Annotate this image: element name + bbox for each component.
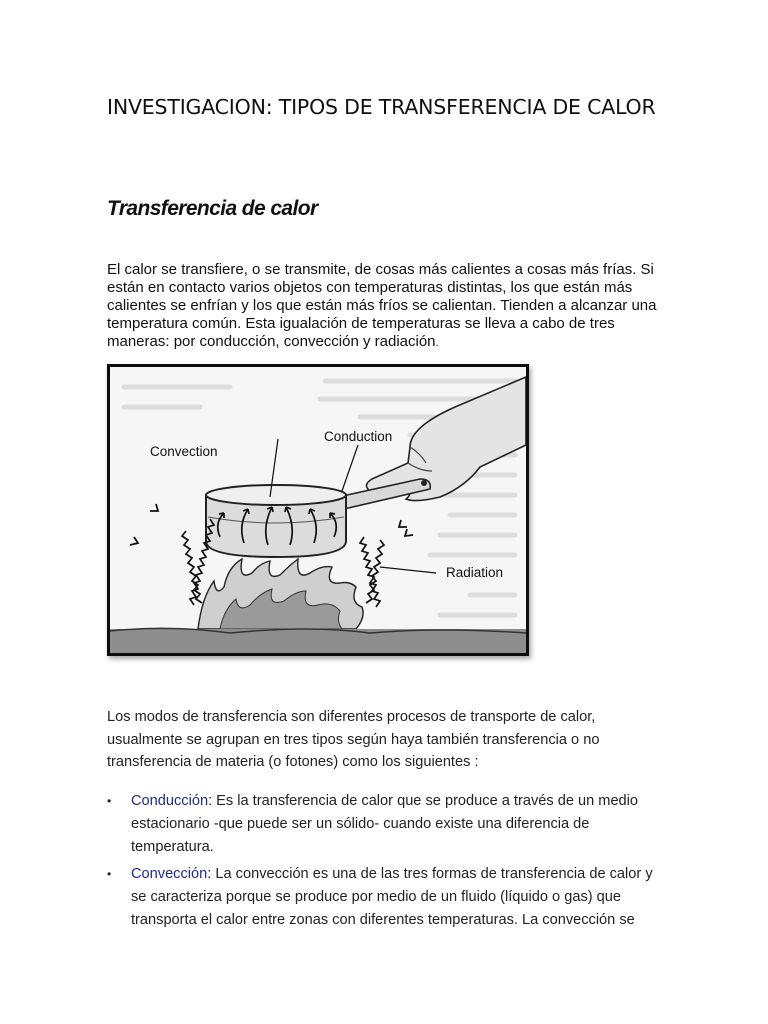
stove-surface bbox=[110, 629, 526, 653]
convection-label: Convection bbox=[150, 444, 218, 459]
conduccion-description: : Es la transferencia de calor que se produce a través de un medio estacionario -que puede ser un sólido- cuando existe una diferencia de temperatura. bbox=[131, 793, 639, 855]
radiation-leader-line bbox=[380, 567, 436, 573]
bullet-icon: • bbox=[107, 867, 112, 881]
pot-illustration bbox=[206, 485, 346, 557]
document-title: INVESTIGACION: TIPOS DE TRANSFERENCIA DE CALOR bbox=[107, 95, 656, 119]
heat-transfer-figure bbox=[107, 364, 529, 656]
intro-paragraph-end: . bbox=[435, 337, 439, 349]
conduction-label: Conduction bbox=[324, 429, 393, 444]
modes-paragraph: Los modos de transferencia son diferentes procesos de transporte de calor, usualmente se agrupan en tres tipos según haya también transferencia o no transferencia de materia (o fotones) como los siguientes : bbox=[107, 709, 600, 770]
flame-illustration bbox=[198, 559, 363, 629]
conveccion-link[interactable]: Convección bbox=[131, 866, 208, 882]
heat-transfer-modes-list bbox=[107, 790, 667, 936]
list-item-conveccion bbox=[107, 863, 667, 932]
list-item-conduccion bbox=[107, 790, 667, 859]
radiation-label: Radiation bbox=[446, 565, 504, 580]
bullet-icon: • bbox=[107, 794, 112, 808]
conduction-leader-line bbox=[342, 445, 358, 491]
intro-paragraph bbox=[107, 261, 667, 352]
intro-paragraph-text: El calor se transfiere, o se transmite, de cosas más calientes a cosas más frías. Si están en contacto varios objetos con temperaturas distintas, los que están más calientes se enfrían y los que están más fríos se calientan. Tienden a alcanzar una temperatura común. Esta igualación de temperaturas se lleva a cabo de tres maneras: por conducción, convección y radiación bbox=[107, 261, 657, 350]
section-heading: Transferencia de calor bbox=[107, 197, 318, 220]
conveccion-description: : La convección es una de las tres formas de transferencia de calor y se caracteriza porque se produce por medio de un fluido (líquido o gas) que transporta el calor entre zonas con diferentes temperaturas. La convección se bbox=[131, 866, 653, 928]
conduccion-link[interactable]: Conducción bbox=[131, 793, 209, 809]
heat-transfer-illustration bbox=[110, 367, 526, 653]
